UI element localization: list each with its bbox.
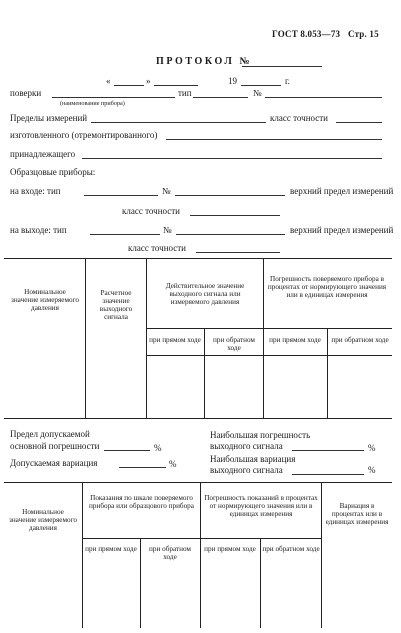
input-accuracy-line[interactable]	[190, 215, 280, 216]
t1-forward-1: при прямом ходе	[149, 336, 201, 344]
allowed-error-label-1: Предел допускаемой	[10, 429, 90, 439]
allowed-error-percent: %	[154, 443, 162, 453]
number-sign: №	[253, 88, 262, 98]
output-number-sign: №	[163, 225, 172, 235]
page-number: Стр. 15	[348, 29, 379, 39]
max-variation-label-1: Наибольшая вариация	[210, 454, 296, 464]
max-error-line[interactable]	[292, 450, 364, 451]
protocol-title: ПРОТОКОЛ №	[156, 56, 253, 67]
allowed-variation-line[interactable]	[119, 467, 166, 468]
year-prefix: 19	[228, 76, 237, 86]
manufactured-line[interactable]	[166, 139, 382, 140]
output-number-line[interactable]	[176, 234, 285, 235]
month-line[interactable]	[154, 85, 198, 86]
t2-variation-header: Вариация в процентах или в единицах измерения	[325, 502, 389, 527]
measurement-limits-line[interactable]	[91, 122, 266, 123]
protocol-number-line[interactable]	[242, 66, 322, 67]
reference-devices-label: Образцовые приборы:	[10, 167, 96, 177]
max-variation-percent: %	[368, 465, 376, 475]
t2-nominal-pressure-header: Номинальное значение измеряемого давления	[9, 508, 77, 533]
t1-calculated-signal-header: Расчетное значение выходного сигнала	[99, 289, 133, 322]
allowed-error-line[interactable]	[104, 450, 150, 451]
manufactured-label: изготовленного (отремонтированного)	[10, 130, 158, 140]
max-error-label-2: выходного сигнала	[210, 441, 283, 451]
allowed-variation-label: Допускаемая вариация	[10, 458, 98, 468]
input-type-label: на входе: тип	[10, 186, 61, 196]
serial-number-line[interactable]	[265, 97, 382, 98]
max-variation-line[interactable]	[292, 474, 364, 475]
t1-forward-2: при прямом ходе	[269, 336, 321, 344]
input-number-line[interactable]	[175, 195, 285, 196]
device-name-caption: (наименование прибора)	[60, 100, 125, 107]
input-number-sign: №	[162, 186, 171, 196]
output-type-label: на выходе: тип	[10, 225, 67, 235]
year-line[interactable]	[241, 85, 281, 86]
t1-reverse-2: при обратном ходе	[331, 336, 389, 344]
type-line[interactable]	[193, 97, 248, 98]
accuracy-class-line[interactable]	[336, 122, 382, 123]
t2-reverse-2: при обратном ходе	[262, 545, 320, 553]
max-error-label-1: Наибольшая погрешность	[210, 430, 311, 440]
owner-line[interactable]	[82, 158, 382, 159]
allowed-variation-percent: %	[169, 459, 177, 469]
measurement-limits-label: Пределы измерений	[10, 113, 88, 123]
poverki-label: поверки	[10, 88, 42, 98]
allowed-error-label-2: основной погрешности	[10, 441, 100, 451]
t2-reverse-1: при обратном ходе	[149, 545, 191, 562]
gost-number: ГОСТ 8.053—73	[272, 29, 341, 39]
input-upper-limit-label: верхний предел измерений	[290, 186, 394, 196]
day-line[interactable]	[114, 85, 144, 86]
output-upper-limit-label: верхний предел измерений	[290, 225, 394, 235]
t1-error-header: Погрешность поверяемого прибора в процентах от нормирующего значения или в единицах измерения	[267, 275, 387, 300]
device-name-line[interactable]	[52, 97, 175, 98]
t1-actual-value-header: Действительное значение выходного сигнала или измеряемого давления	[165, 282, 245, 307]
t2-forward-2: при прямом ходе	[204, 545, 256, 553]
owner-label: принадлежащего	[10, 149, 76, 159]
year-suffix: г.	[285, 76, 290, 86]
t1-data-row[interactable]	[5, 357, 391, 417]
input-type-line[interactable]	[84, 195, 158, 196]
close-quote: »	[146, 76, 151, 86]
t2-data-row[interactable]	[5, 570, 391, 628]
output-accuracy-line[interactable]	[196, 252, 280, 253]
t2-forward-1: при прямом ходе	[85, 545, 137, 553]
output-accuracy-label: класс точности	[128, 243, 186, 253]
open-quote: «	[106, 76, 111, 86]
t2-readings-header: Показания по шкале поверяемого прибора или образцового прибора	[89, 494, 194, 511]
max-error-percent: %	[368, 443, 376, 453]
accuracy-class-label: класс точности	[270, 113, 328, 123]
output-type-line[interactable]	[90, 234, 160, 235]
max-variation-label-2: выходного сигнала	[210, 465, 283, 475]
t1-reverse-1: при обратном ходе	[213, 336, 255, 353]
type-label: тип	[178, 88, 192, 98]
t1-nominal-pressure-header: Номинальное значение измеряемого давления	[11, 288, 79, 313]
input-accuracy-label: класс точности	[122, 206, 180, 216]
t2-error-header: Погрешность показаний в процентах от нормирующего значения или в единицах измерения	[204, 494, 318, 519]
